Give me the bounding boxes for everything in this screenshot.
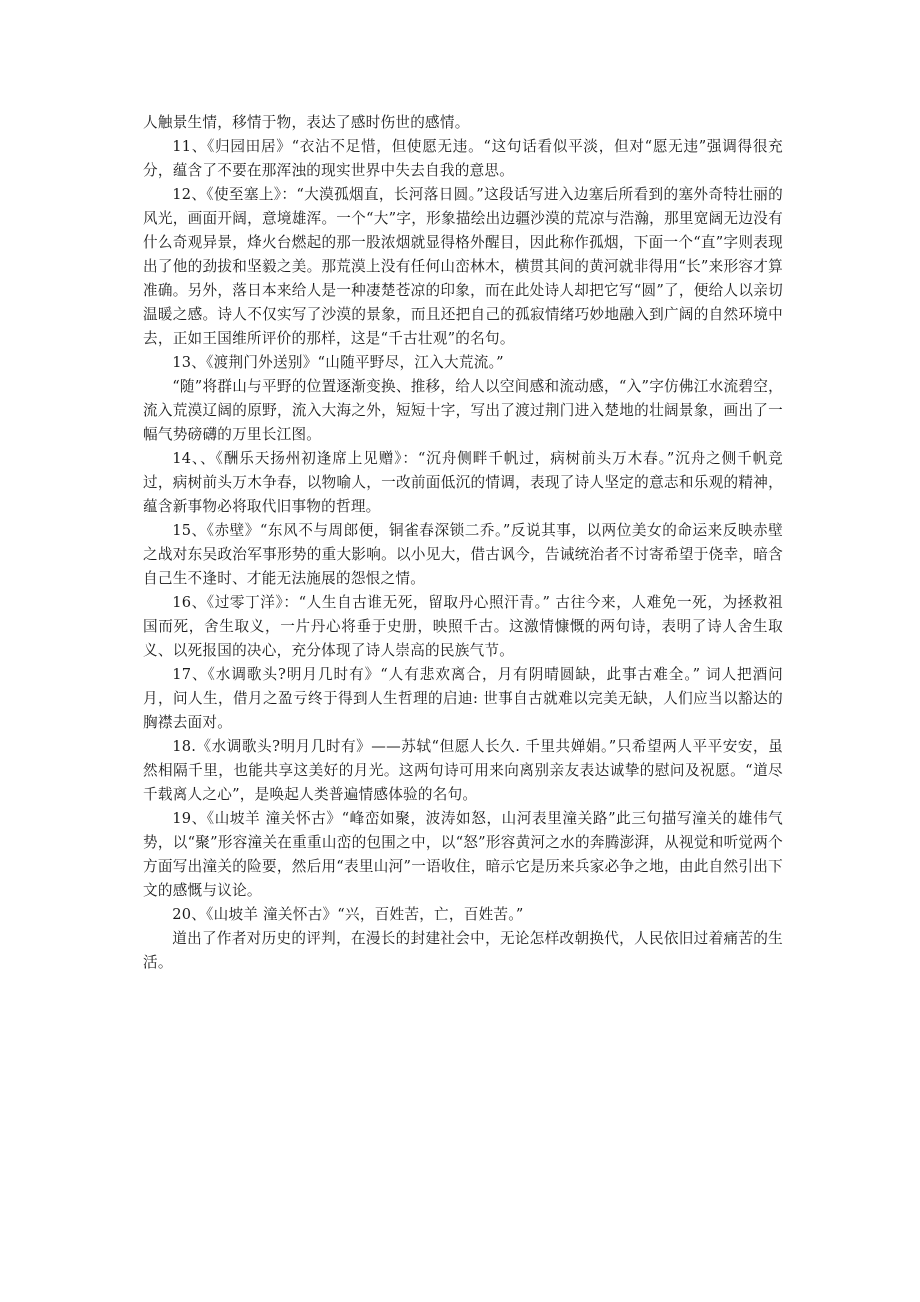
paragraph-item-12: 12、《使至塞上》：“大漠孤烟直，长河落日圆。”这段话写进入边塞后所看到的塞外奇特壮丽的风光，画面开阔，意境雄浑。一个“大”字，形象描绘出边疆沙漠的荒凉与浩瀚，那里宽阔无边没有什么奇观异景，烽火台燃起的那一股浓烟就显得格外醒目，因此称作孤烟，下面一个“直”字则表现出了他的劲拔和坚毅之美。那荒漠上没有任何山峦林木，横贯其间的黄河就非得用“长”来形容才算准确。另外，落日本来给人是一种凄楚苍凉的印象，而在此处诗人却把它写“圆”了，便给人以亲切温暖之感。诗人不仅实写了沙漠的景象，而且还把自己的孤寂情绪巧妙地融入到广阔的自然环境中去，正如王国维所评价的那样，这是“千古壮观”的名句。: [143, 186, 783, 347]
paragraph-item-18: 18.《水调歌头?明月几时有》——苏轼“但愿人长久. 千里共婵娟。”只希望两人平平安安，虽然相隔千里，也能共享这美好的月光。这两句诗可用来向离别亲友表达诚挚的慰问及祝愿。“道尽千载离人之心”，是唤起人类普遍情感体验的名句。: [143, 738, 783, 803]
paragraph-item-15: 15、《赤壁》“东风不与周郎便，铜雀春深锁二乔。”反说其事，以两位美女的命运来反映赤壁之战对东吴政治军事形势的重大影响。以小见大，借古讽今，告诫统治者不讨寄希望于侥幸，暗含自己生不逢时、才能无法施展的怨恨之情。: [143, 522, 783, 587]
paragraph-item-20-explanation: 道出了作者对历史的评判，在漫长的封建社会中，无论怎样改朝换代，人民依旧过着痛苦的生活。: [143, 930, 783, 971]
paragraph-item-13-explanation: “随”将群山与平野的位置逐渐变换、推移，给人以空间感和流动感，“入”字仿佛江水流碧空，流入荒漠辽阔的原野，流入大海之外，短短十字，写出了渡过荆门进入楚地的壮阔景象，画出了一幅气势磅礴的万里长江图。: [143, 378, 783, 443]
paragraph-item-11: 11、《归园田居》“衣沾不足惜，但使愿无违。“这句话看似平淡，但对“愿无违”强调得很充分，蕴含了不要在那浑浊的现实世界中失去自我的意思。: [143, 138, 783, 179]
paragraph-item-17: 17、《水调歌头?明月几时有》“人有悲欢离合，月有阴晴圆缺，此事古难全。” 词人把酒问月，问人生，借月之盈亏终于得到人生哲理的启迪: 世事自古就难以完美无缺，人们应当以豁达的胸襟去面对。: [143, 666, 783, 731]
paragraph-continuation: 人触景生情，移情于物，表达了感时伤世的感情。: [143, 114, 470, 131]
paragraph-item-14: 14、、《酬乐天扬州初逢席上见赠》：“沉舟侧畔千帆过，病树前头万木春。”沉舟之侧千帆竞过，病树前头万木争春，以物喻人，一改前面低沉的情调，表现了诗人坚定的意志和乐观的精神，蕴含新事物必将取代旧事物的哲理。: [143, 450, 783, 515]
paragraph-item-16: 16、《过零丁洋》：“人生自古谁无死，留取丹心照汗青。” 古往今来，人难免一死，为拯救祖国而死，舍生取义，一片丹心将垂于史册，映照千古。这激情慷慨的两句诗，表明了诗人舍生取义、以死报国的决心，充分体现了诗人崇高的民族气节。: [143, 594, 783, 659]
paragraph-item-20: 20、《山坡羊 潼关怀古》“兴，百姓苦，亡，百姓苦。”: [172, 906, 524, 923]
document-page: [143, 111, 783, 975]
paragraph-item-19: 19、《山坡羊 潼关怀古》“峰峦如聚，波涛如怒，山河表里潼关路”此三句描写潼关的雄伟气势，以“聚”形容潼关在重重山峦的包围之中，以“怒”形容黄河之水的奔腾澎湃，从视觉和听觉两个方面写出潼关的险要，然后用“表里山河”一语收住，暗示它是历来兵家必争之地，由此自然引出下文的感慨与议论。: [143, 810, 783, 899]
paragraph-item-13: 13、《渡荆门外送别》“山随平野尽，江入大荒流。”: [172, 354, 504, 371]
